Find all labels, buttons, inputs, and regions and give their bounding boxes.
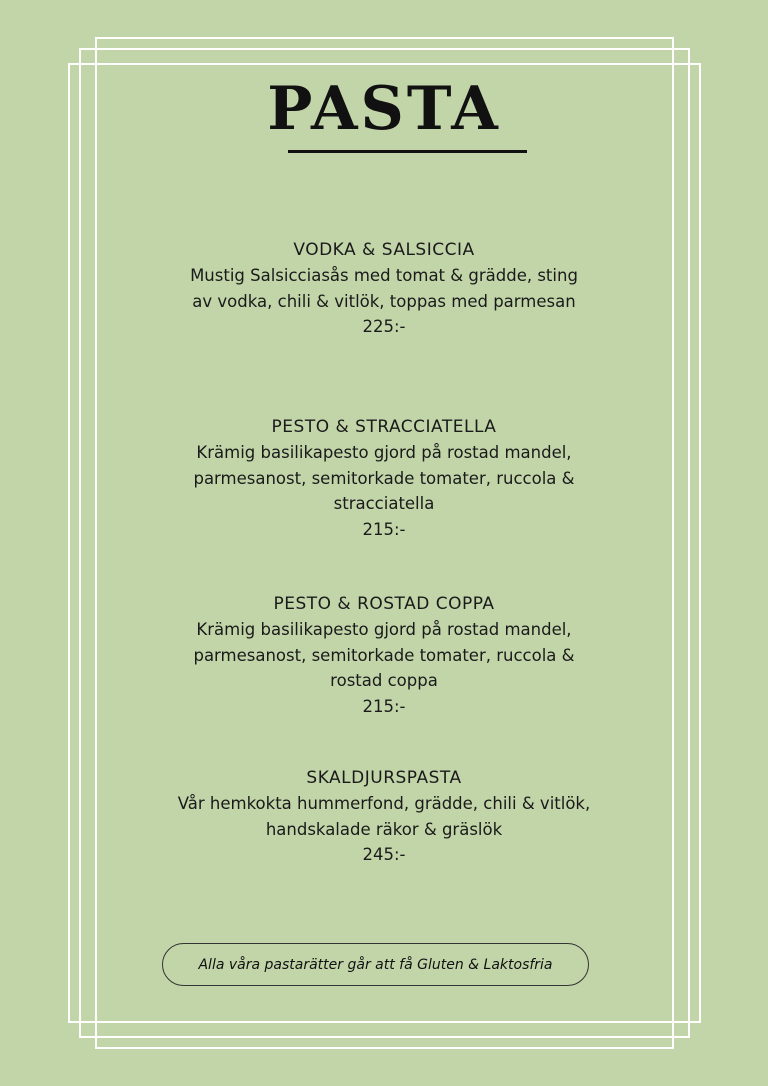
allergen-note-text: Alla våra pastarätter går att få Gluten & Laktosfria xyxy=(198,956,553,973)
item-name: SKALDJURSPASTA xyxy=(306,768,462,788)
menu-title: PASTA xyxy=(267,74,501,144)
item-name: VODKA & SALSICCIA xyxy=(293,240,475,260)
item-price: 245:- xyxy=(362,845,406,864)
item-price: 215:- xyxy=(362,696,406,716)
menu-item-skaldjurspasta xyxy=(170,765,598,868)
decorative-frame-inner xyxy=(79,48,690,1038)
item-name: PESTO & ROSTAD COPPA xyxy=(273,594,495,614)
item-description: Krämig basilikapesto gjord på rostad mandel, parmesanost, semitorkade tomater, ruccola & rostad coppa xyxy=(193,620,575,690)
menu-item-pesto-stracciatella xyxy=(184,414,584,542)
menu-item-pesto-rostad-coppa xyxy=(184,591,584,719)
item-description: Vår hemkokta hummerfond, grädde, chili & vitlök, handskalade räkor & gräslök xyxy=(177,794,591,839)
item-name: PESTO & STRACCIATELLA xyxy=(271,417,497,437)
title-underline xyxy=(288,150,527,153)
item-price: 215:- xyxy=(362,519,406,539)
item-price: 225:- xyxy=(362,317,406,336)
item-description: Krämig basilikapesto gjord på rostad mandel, parmesanost, semitorkade tomater, ruccola & stracciatella xyxy=(193,443,575,513)
menu-item-vodka-salsiccia xyxy=(184,237,584,340)
allergen-note-badge xyxy=(162,943,589,986)
item-description: Mustig Salsicciasås med tomat & grädde, sting av vodka, chili & vitlök, toppas med parmesan xyxy=(190,266,578,311)
